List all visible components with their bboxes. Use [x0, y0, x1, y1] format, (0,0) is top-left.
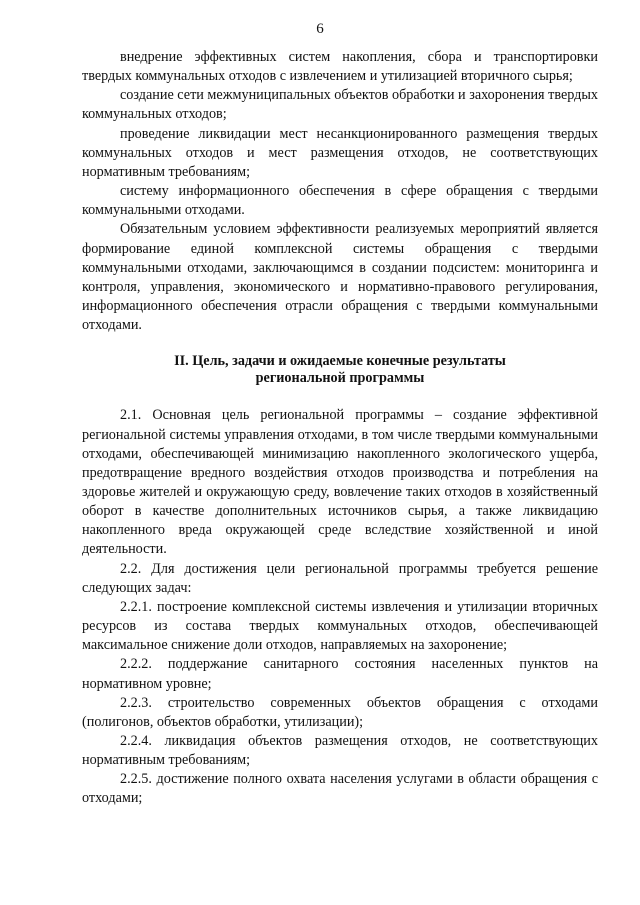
section-heading — [82, 353, 598, 387]
paragraph: 2.2.4. ликвидация объектов размещения отходов, не соответствующих нормативным требованиям; — [82, 733, 598, 769]
paragraph: Обязательным условием эффективности реализуемых мероприятий является формирование единой комплексной системы обращения с твердыми коммунальными отходами, заключающимся в создании подсистем: мониторинга и контроля, управления, экономического и нормативно-правового регулирования, информационного обеспечения отрасли обращения с твердыми коммунальными отходами. — [82, 221, 598, 334]
paragraph: создание сети межмуниципальных объектов обработки и захоронения твердых коммунальных отходов; — [82, 87, 598, 123]
paragraph: 2.2. Для достижения цели региональной программы требуется решение следующих задач: — [82, 560, 598, 596]
paragraph: 2.2.5. достижение полного охвата населения услугами в области обращения с отходами; — [82, 771, 598, 807]
section-heading-line: II. Цель, задачи и ожидаемые конечные результаты — [174, 353, 506, 370]
paragraph: внедрение эффективных систем накопления, сбора и транспортировки твердых коммунальных отходов с извлечением и утилизацией вторичного сырья; — [82, 49, 598, 85]
paragraph: 2.2.2. поддержание санитарного состояния населенных пунктов на нормативном уровне; — [82, 656, 598, 692]
paragraph: систему информационного обеспечения в сфере обращения с твердыми коммунальными отходами. — [82, 183, 598, 219]
paragraph: 2.1. Основная цель региональной программы – создание эффективной региональной системы управления отходами, в том числе твердыми коммунальными отходами, обеспечивающей минимизацию накопленного экологического ущерба, предотвращение вредного воздействия отходов производства и потребления на здоровье жителей и окружающую среду, вовлечение таких отходов в хозяйственный оборот в качестве дополнительных источников сырья, а также ликвидацию накопленного вреда окружающей среде вследствие хозяйственной и иной деятельности. — [82, 407, 598, 558]
paragraph: 2.2.3. строительство современных объектов обращения с отходами (полигонов, объектов обработки, утилизации); — [82, 694, 598, 730]
document-body — [82, 48, 598, 809]
page-number: 6 — [316, 21, 324, 37]
paragraph: проведение ликвидации мест несанкционированного размещения твердых коммунальных отходов и мест размещения отходов, не соответствующих нормативным требованиям; — [82, 125, 598, 180]
paragraph: 2.2.1. построение комплексной системы извлечения и утилизации вторичных ресурсов из состава твердых коммунальных отходов, обеспечивающей максимальное снижение доли отходов, направляемых на захоронение; — [82, 598, 598, 654]
section-heading-line: региональной программы — [255, 370, 425, 387]
